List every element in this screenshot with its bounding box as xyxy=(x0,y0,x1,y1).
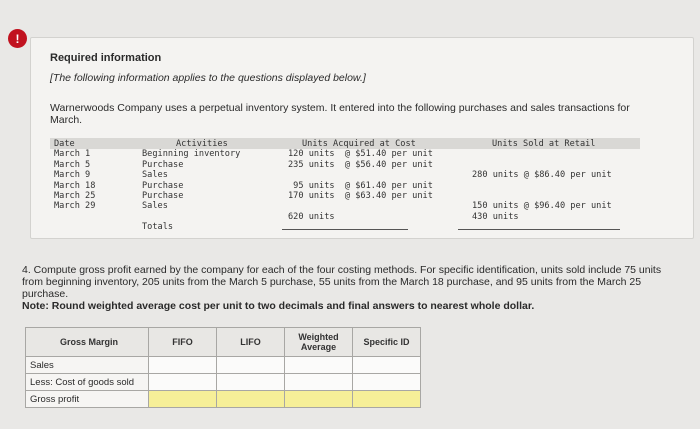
sold-column xyxy=(472,139,612,222)
activities-column xyxy=(142,139,240,233)
sales-fifo-input[interactable] xyxy=(149,357,217,374)
header-weighted-average: Weighted Average xyxy=(285,328,353,357)
question-4 xyxy=(22,264,677,312)
gross-margin-table xyxy=(25,327,421,408)
row-label-gross-profit: Gross profit xyxy=(26,391,149,408)
acquired-column xyxy=(288,139,433,222)
gross-margin-header-row xyxy=(26,328,421,357)
intro-text: Warnerwoods Company uses a perpetual inventory system. It entered into the following purchases and sales transactions for March. xyxy=(50,102,630,126)
header-lifo: LIFO xyxy=(217,328,285,357)
sold-values: 280 units @ $86.40 per unit 150 units @ $96.40 per unit 430 units xyxy=(472,170,612,222)
sales-weighted-average-input[interactable] xyxy=(285,357,353,374)
cogs-specific-id-input[interactable] xyxy=(353,374,421,391)
cogs-fifo-input[interactable] xyxy=(149,374,217,391)
required-info-title: Required information xyxy=(50,52,162,64)
activities-values: Beginning inventory Purchase Sales Purchase Purchase Sales Totals xyxy=(142,149,241,233)
sales-lifo-input[interactable] xyxy=(217,357,285,374)
sales-specific-id-input[interactable] xyxy=(353,357,421,374)
header-specific-id: Specific ID xyxy=(353,328,421,357)
cogs-weighted-average-input[interactable] xyxy=(285,374,353,391)
header-fifo: FIFO xyxy=(149,328,217,357)
acquired-values: 120 units @ $51.40 per unit 235 units @ $56.40 per unit 95 units @ $61.40 per unit 170 units @ $63.40 per unit 620 units xyxy=(288,149,433,222)
required-info-subtitle: [The following information applies to the questions displayed below.] xyxy=(50,72,366,84)
activities-header: Activities xyxy=(176,139,228,149)
row-label-sales: Sales xyxy=(26,357,149,374)
date-header: Date xyxy=(54,139,75,149)
header-gross-margin: Gross Margin xyxy=(26,328,149,357)
date-values: March 1 March 5 March 9 March 18 March 25 March 29 xyxy=(54,149,96,212)
acquired-header: Units Acquired at Cost xyxy=(302,139,416,149)
gross-profit-fifo-input[interactable] xyxy=(149,391,217,408)
gross-profit-weighted-average-input[interactable] xyxy=(285,391,353,408)
question-text: 4. Compute gross profit earned by the company for each of the four costing methods. For specific identification, units sold include 75 units from beginning inventory, 205 units from the March 5 purchase, 55 units from the March 18 purchase, and 95 units from the March 25 purchase. xyxy=(22,264,662,300)
question-note: Note: Round weighted average cost per unit to two decimals and final answers to nearest whole dollar. xyxy=(22,300,535,312)
acquired-total-rule xyxy=(282,229,408,230)
gross-profit-specific-id-input[interactable] xyxy=(353,391,421,408)
table-row xyxy=(26,391,421,408)
date-column xyxy=(54,139,95,212)
alert-icon: ! xyxy=(8,29,27,48)
sold-total-rule xyxy=(458,229,620,230)
table-row xyxy=(26,357,421,374)
gross-profit-lifo-input[interactable] xyxy=(217,391,285,408)
table-row xyxy=(26,374,421,391)
inventory-table xyxy=(50,138,640,233)
sold-header: Units Sold at Retail xyxy=(492,139,596,149)
cogs-lifo-input[interactable] xyxy=(217,374,285,391)
row-label-cogs: Less: Cost of goods sold xyxy=(26,374,149,391)
